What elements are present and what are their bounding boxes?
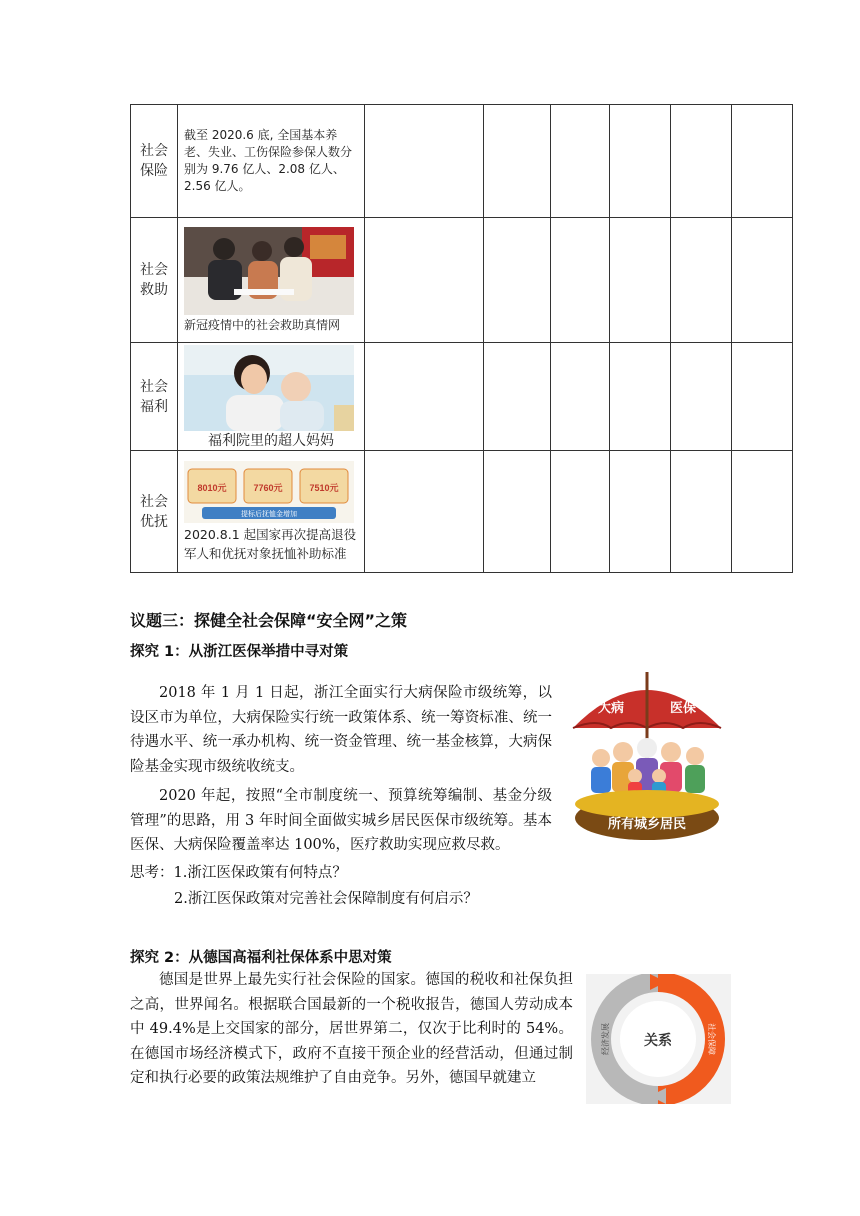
empty-cell[interactable]	[484, 343, 551, 451]
table-row	[131, 218, 793, 343]
empty-cell[interactable]	[732, 343, 793, 451]
special-care-poster	[184, 461, 354, 523]
assistance-caption: 新冠疫情中的社会救助真情网	[184, 318, 341, 332]
empty-cell[interactable]	[365, 218, 484, 343]
row-description	[178, 105, 365, 218]
empty-cell[interactable]	[671, 451, 732, 573]
empty-cell[interactable]	[671, 218, 732, 343]
special-care-caption: 2020.8.1 起国家再次提高退役军人和优抚对象抚恤补助标准	[184, 527, 357, 561]
empty-cell[interactable]	[365, 343, 484, 451]
empty-cell[interactable]	[610, 451, 671, 573]
empty-cell[interactable]	[610, 218, 671, 343]
cycle-left-label: 经济发展	[601, 1023, 610, 1055]
row-description	[178, 218, 365, 343]
welfare-caption: 福利院里的超人妈妈	[208, 432, 334, 449]
explore1-paragraph-2: 2020 年起，按照“全市制度统一、预算统筹编制、基金分级管理”的思路，用 3 年时间全面做实城乡居民医保市级统筹。基本医保、大病保险覆盖率达 100%，医疗救助实现应救尽救。	[130, 788, 552, 853]
empty-cell[interactable]	[484, 105, 551, 218]
relation-cycle-figure	[586, 974, 731, 1104]
category-label: 社会 救助	[140, 262, 168, 298]
table-row	[131, 343, 793, 451]
poster-amount: 7510元	[309, 483, 339, 493]
category-label: 社会 福利	[140, 378, 168, 415]
welfare-photo	[184, 345, 354, 431]
assistance-photo	[184, 227, 354, 315]
empty-cell[interactable]	[610, 343, 671, 451]
empty-cell[interactable]	[551, 451, 610, 573]
category-label: 社会 保险	[140, 143, 168, 179]
row-category-welfare	[131, 343, 178, 451]
empty-cell[interactable]	[551, 343, 610, 451]
empty-cell[interactable]	[610, 105, 671, 218]
cycle-right-label: 社会保障	[707, 1023, 716, 1055]
empty-cell[interactable]	[484, 218, 551, 343]
empty-cell[interactable]	[732, 105, 793, 218]
poster-banner: 提标后抚恤金增加	[241, 510, 297, 518]
row-description	[178, 451, 365, 573]
category-label: 社会 优抚	[140, 493, 168, 530]
empty-cell[interactable]	[671, 105, 732, 218]
insurance-text: 截至 2020.6 底, 全国基本养老、失业、工伤保险参保人数分别为 9.76 亿人、2.08 亿人、2.56 亿人。	[184, 128, 353, 193]
empty-cell[interactable]	[365, 451, 484, 573]
empty-cell[interactable]	[484, 451, 551, 573]
row-category-special-care	[131, 451, 178, 573]
explore2-title: 探究 2：从德国高福利社保体系中思对策	[130, 950, 392, 966]
umbrella-base-label: 所有城乡居民	[607, 817, 687, 832]
empty-cell[interactable]	[671, 343, 732, 451]
umbrella-right-label: 医保	[669, 701, 697, 716]
social-security-table	[130, 104, 793, 573]
umbrella-left-label: 大病	[597, 701, 625, 716]
empty-cell[interactable]	[551, 105, 610, 218]
row-description	[178, 343, 365, 451]
row-category-insurance	[131, 105, 178, 218]
empty-cell[interactable]	[365, 105, 484, 218]
empty-cell[interactable]	[732, 451, 793, 573]
row-category-assistance	[131, 218, 178, 343]
umbrella-figure	[567, 658, 727, 842]
poster-amount: 8010元	[197, 483, 227, 493]
question-1	[130, 861, 552, 886]
table-row	[131, 105, 793, 218]
explore2-paragraph: 德国是世界上最先实行社会保险的国家。德国的税收和社保负担之高，世界闻名。根据联合国最新的一个税收报告，德国人劳动成本中 49.4%是上交国家的部分，居世界第二，仅次于比利时的 54%。在德国市场经济模式下，政府不直接干预企业的经营活动，但通过制定和执行必要的政策法规维护了自由竞争。另外，德国早就建立	[130, 972, 573, 1086]
question-label: 思考：	[130, 865, 174, 881]
empty-cell[interactable]	[732, 218, 793, 343]
table-row	[131, 451, 793, 573]
explore1-paragraph-1: 2018 年 1 月 1 日起，浙江全面实行大病保险市级统筹，以设区市为单位，大病保险实行统一政策体系、统一筹资标准、统一待遇水平、统一承办机构、统一资金管理、统一基金核算，大病保险基金实现市级统收统支。	[130, 685, 552, 775]
empty-cell[interactable]	[551, 218, 610, 343]
explore1-title: 探究 1：从浙江医保举措中寻对策	[130, 644, 349, 660]
cycle-center-label: 关系	[644, 1033, 672, 1049]
poster-amount: 7760元	[253, 483, 283, 493]
question-1-text: 1.浙江医保政策有何特点？	[173, 865, 347, 881]
section-title: 议题三：探健全社会保障“安全网”之策	[130, 611, 408, 630]
question-2: 2.浙江医保政策对完善社会保障制度有何启示？	[174, 891, 478, 907]
